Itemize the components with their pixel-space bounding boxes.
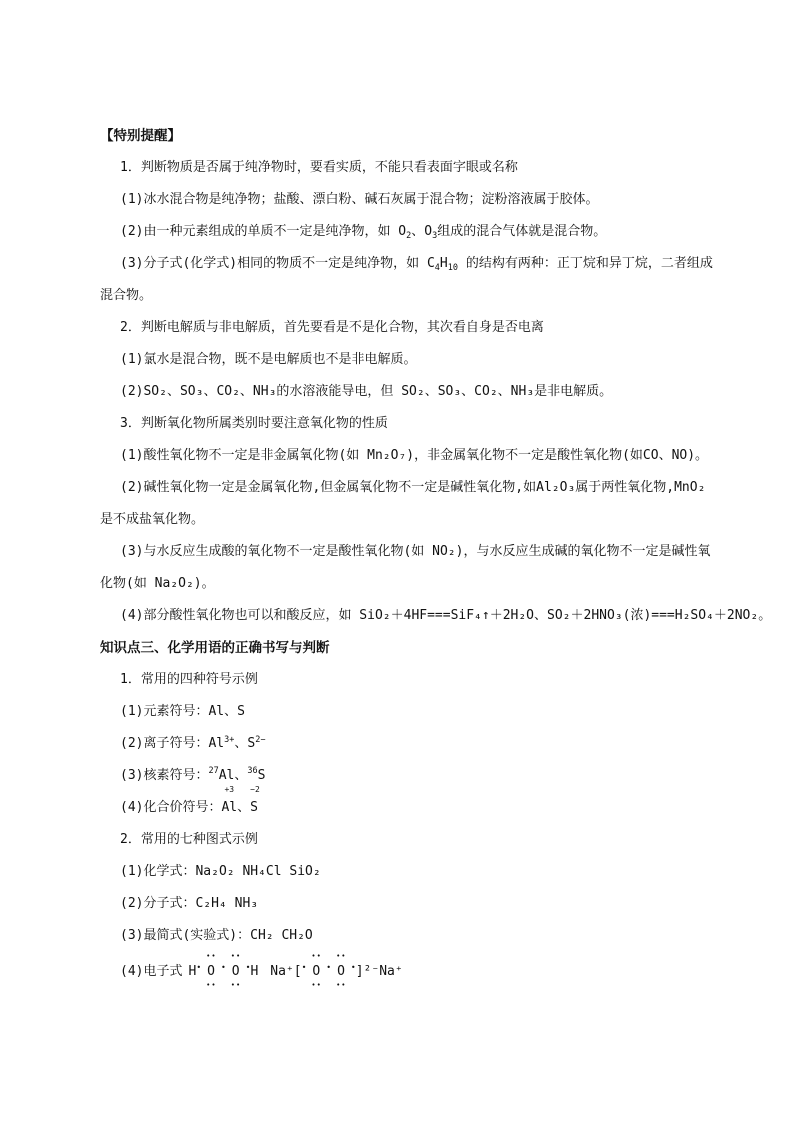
tip-point-1a: (1)冰水混合物是纯净物；盐酸、漂白粉、碱石灰属于混合物；淀粉溶液属于胶体。 — [120, 192, 599, 207]
oxygen-lone-pairs: •• O •• — [230, 952, 242, 989]
tip-point-2b: (2)SO₂、SO₃、CO₂、NH₃的水溶液能导电，但 SO₂、SO₃、CO₂、NH₃是非电解质。 — [120, 384, 613, 399]
oxygen-lone-pairs: •• O •• — [336, 952, 347, 989]
nuclide-symbols: (3)核素符号：$^{27}$Al、$^{36}$S — [120, 766, 266, 783]
empirical-formulas: (3)最简式(实验式)：CH₂ CH₂O — [120, 928, 313, 943]
tip-point-3b-cont: 是不成盐氧化物。 — [100, 512, 205, 527]
oxygen-lone-pairs: •• O •• — [206, 952, 217, 989]
tip-point-3c: (3)与水反应生成酸的氧化物不一定是酸性氧化物(如 NO₂)，与水反应生成碱的氧化物不一定是碱性氧 — [120, 544, 711, 559]
oxygen-lone-pairs: •• O •• — [311, 952, 322, 989]
tip-heading: 【特别提醒】 — [100, 128, 181, 144]
section-3-heading: 知识点三、化学用语的正确书写与判断 — [100, 640, 330, 656]
tip-point-3c-cont: 化物(如 Na₂O₂)。 — [100, 576, 215, 591]
tip-point-3b: (2)碱性氧化物一定是金属氧化物,但金属氧化物不一定是碱性氧化物,如Al₂O₃属于两性氧化物,MnO₂ — [120, 480, 706, 495]
ion-symbols: (2)离子符号：$Al^{3+}$、$S^{2-}$ — [120, 735, 266, 751]
chemical-formulas: (1)化学式：Na₂O₂ NH₄Cl SiO₂ — [120, 864, 321, 879]
molecular-formulas: (2)分子式：C₂H₄ NH₃ — [120, 896, 259, 911]
tip-point-2a: (1)氯水是混合物，既不是电解质也不是非电解质。 — [120, 352, 417, 367]
electron-formulas: (4)电子式 H• •• O •• • •• O •• •H Na⁺[• •• O •• • •• O •• •]²⁻Na⁺ — [120, 952, 403, 989]
tip-point-3d: (4)部分酸性氧化物也可以和酸反应，如 SiO₂＋4HF===SiF₄↑＋2H₂O、SO₂＋2HNO₃(浓)===H₂SO₄＋2NO₂。 — [120, 608, 772, 623]
valence-symbols: (4)化合价符号： +3 Al、 −2 S — [120, 785, 260, 815]
element-symbols: (1)元素符号：Al、S — [120, 704, 245, 719]
tip-point-2-title: 2．判断电解质与非电解质，首先要看是不是化合物，其次看自身是否电离 — [120, 320, 544, 335]
tip-point-1-title: 1．判断物质是否属于纯净物时，要看实质，不能只看表面字眼或名称 — [120, 160, 518, 175]
tip-point-1b: (2)由一种元素组成的单质不一定是纯净物，如 $O_2$、$O_3$组成的混合气体就是混合物。 — [120, 224, 607, 241]
tip-point-1c: (3)分子式(化学式)相同的物质不一定是纯净物，如 $C_4H_{10}$ 的结构有两种：正丁烷和异丁烷，二者组成 — [120, 256, 713, 273]
symbols-title: 1．常用的四种符号示例 — [120, 672, 258, 687]
tip-point-3-title: 3．判断氧化物所属类别时要注意氧化物的性质 — [120, 416, 388, 431]
tip-point-3a: (1)酸性氧化物不一定是非金属氧化物(如 Mn₂O₇)，非金属氧化物不一定是酸性氧化物(如CO、NO)。 — [120, 448, 709, 463]
formulas-title: 2．常用的七种图式示例 — [120, 832, 258, 847]
tip-point-1c-cont: 混合物。 — [100, 288, 153, 303]
